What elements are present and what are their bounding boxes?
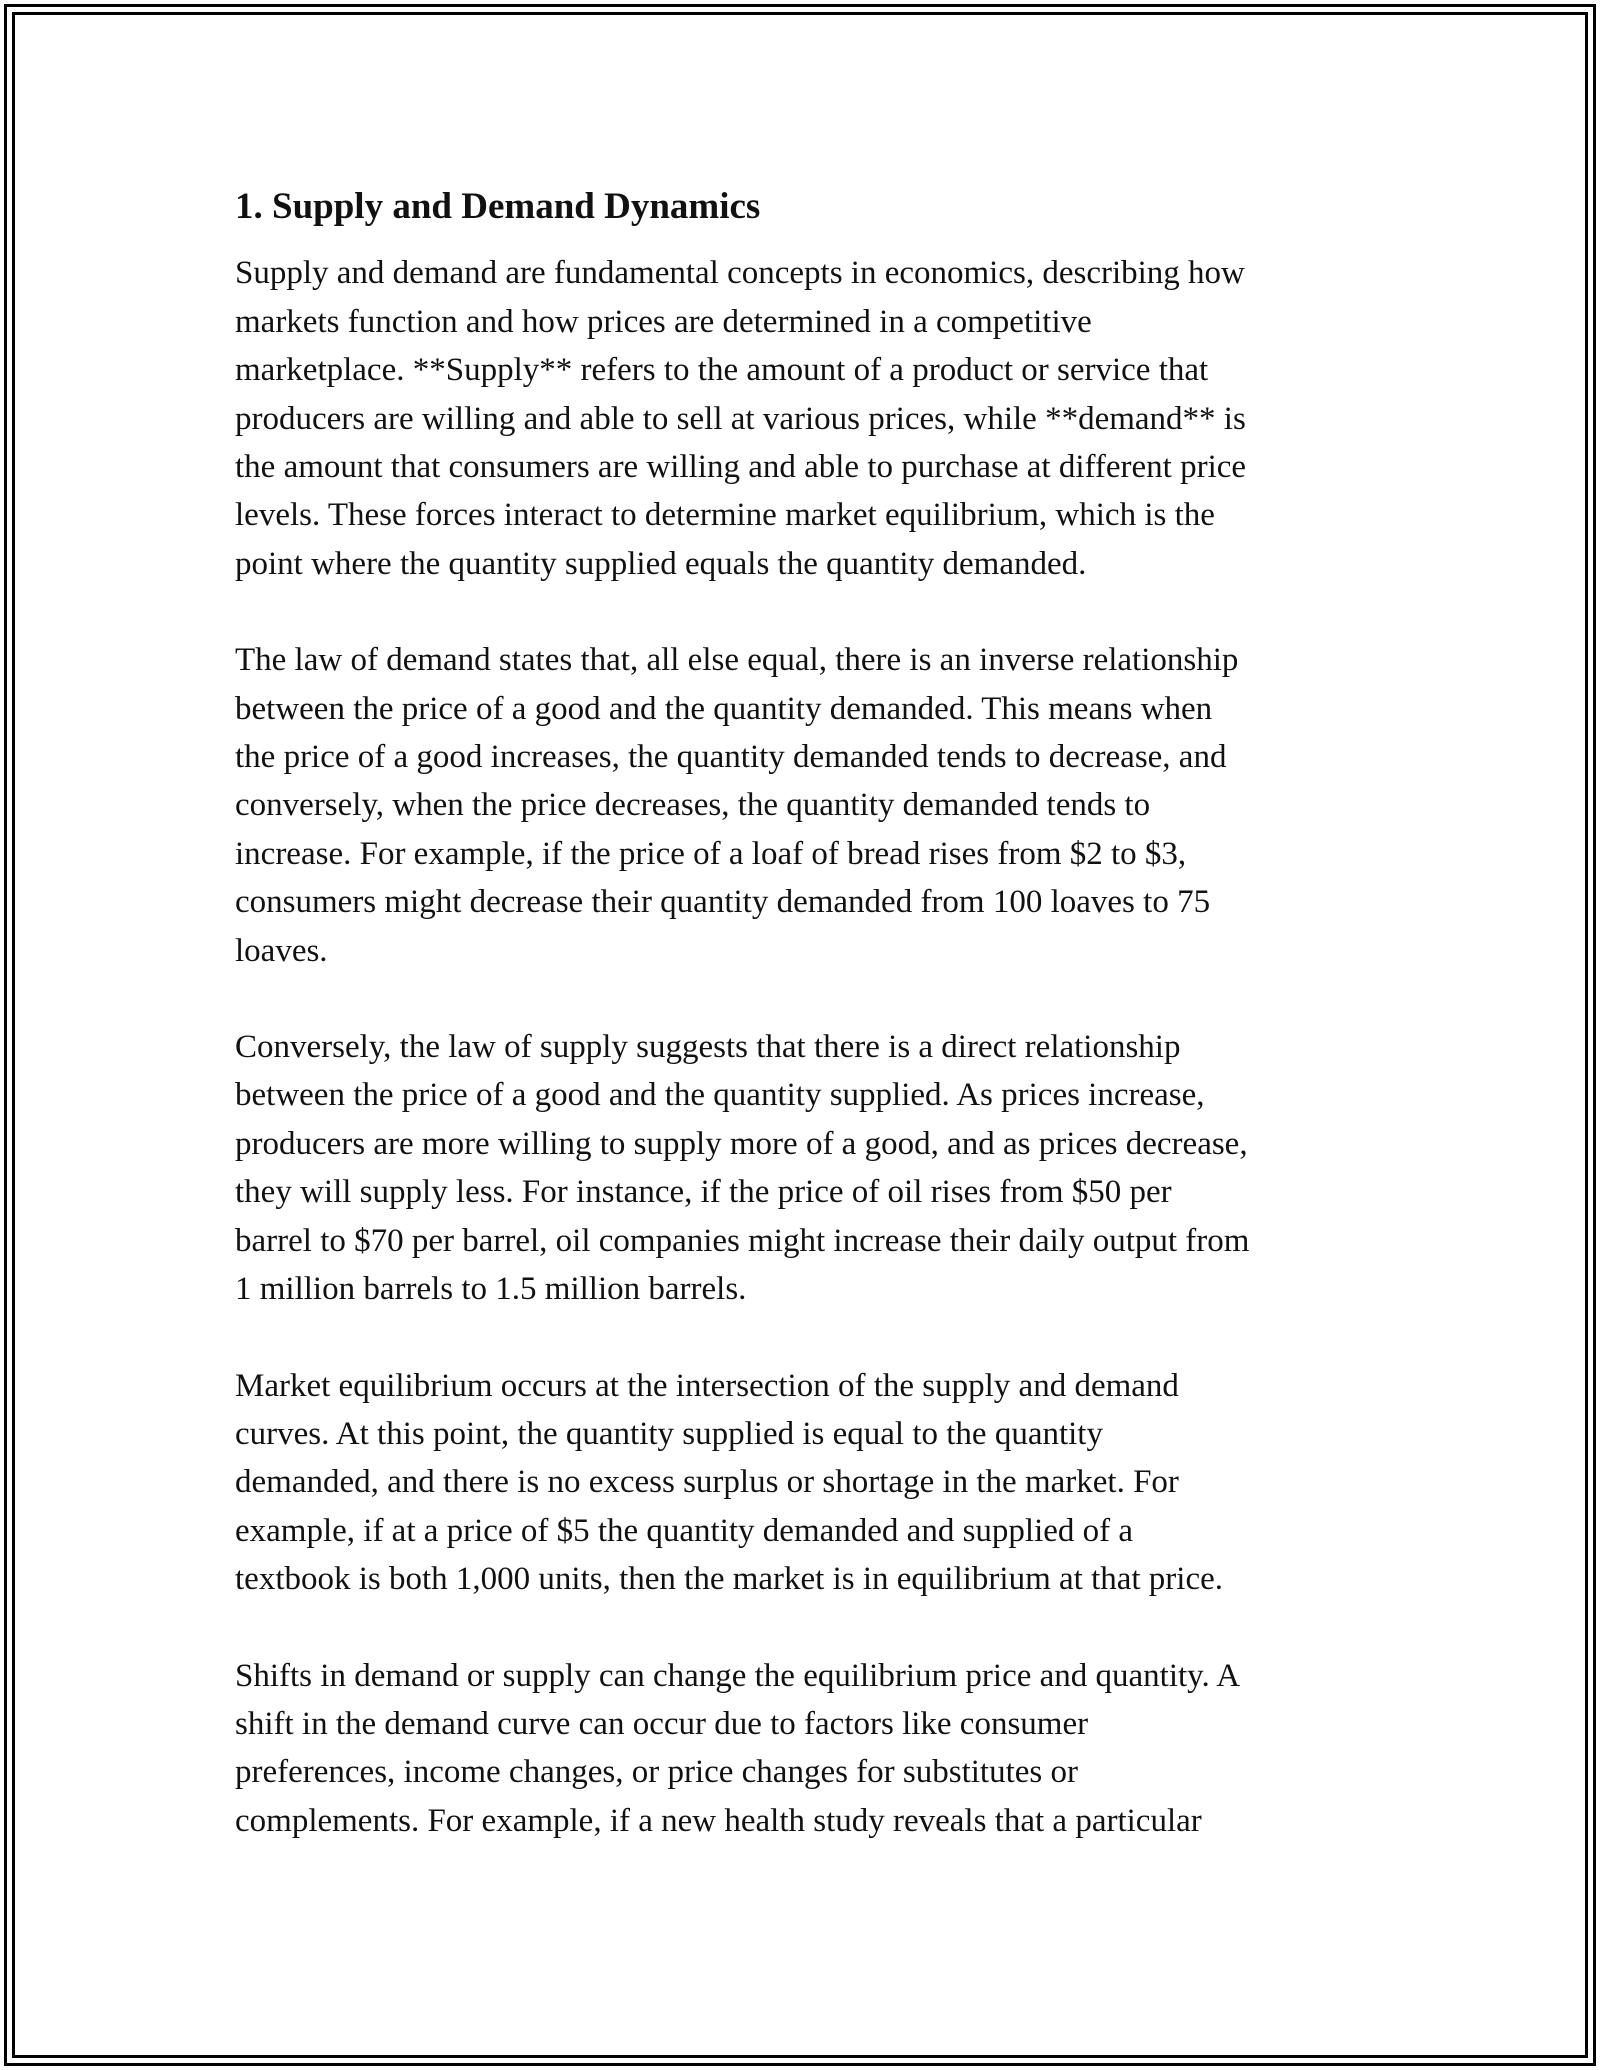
text-line: producers are more willing to supply more of a good, and as prices decrease, [235, 1125, 1248, 1162]
text-line: between the price of a good and the quantity supplied. As prices increase, [235, 1077, 1205, 1114]
text-line: demanded, and there is no excess surplus or shortage in the market. For [235, 1464, 1179, 1501]
text-line: Market equilibrium occurs at the intersection of the supply and demand [235, 1367, 1179, 1404]
document-body [235, 185, 1375, 1893]
text-line: point where the quantity supplied equals the quantity demanded. [235, 545, 1087, 582]
text-line: 1 million barrels to 1.5 million barrels. [235, 1271, 747, 1308]
text-line: The law of demand states that, all else equal, there is an inverse relationship [235, 642, 1239, 679]
text-line: Supply and demand are fundamental concepts in economics, describing how [235, 255, 1245, 292]
text-line: producers are willing and able to sell at various prices, while **demand** is [235, 400, 1246, 437]
text-line: markets function and how prices are determined in a competitive [235, 303, 1092, 340]
text-line: between the price of a good and the quantity demanded. This means when [235, 690, 1213, 727]
text-line: marketplace. **Supply** refers to the amount of a product or service that [235, 352, 1209, 389]
paragraph-market-equilibrium [235, 1362, 1375, 1604]
paragraph-law-of-demand [235, 636, 1375, 975]
text-line: Shifts in demand or supply can change the equilibrium price and quantity. A [235, 1657, 1241, 1694]
text-line: example, if at a price of $5 the quantity demanded and supplied of a [235, 1512, 1134, 1549]
section-heading: 1. Supply and Demand Dynamics [235, 186, 761, 227]
text-line: conversely, when the price decreases, the quantity demanded tends to [235, 787, 1151, 824]
paragraph-shifts [235, 1652, 1375, 1846]
text-line: the price of a good increases, the quantity demanded tends to decrease, and [235, 739, 1227, 776]
text-line: barrel to $70 per barrel, oil companies might increase their daily output from [235, 1222, 1250, 1259]
text-line: curves. At this point, the quantity supplied is equal to the quantity [235, 1415, 1103, 1452]
text-line: loaves. [235, 932, 328, 969]
text-line: levels. These forces interact to determine market equilibrium, which is the [235, 497, 1215, 534]
text-line: textbook is both 1,000 units, then the market is in equilibrium at that price. [235, 1561, 1224, 1598]
text-line: the amount that consumers are willing and able to purchase at different price [235, 449, 1247, 486]
text-line: complements. For example, if a new health study reveals that a particular [235, 1802, 1202, 1839]
text-line: shift in the demand curve can occur due to factors like consumer [235, 1705, 1089, 1742]
paragraph-supply-demand-intro [235, 249, 1375, 588]
text-line: increase. For example, if the price of a loaf of bread rises from $2 to $3, [235, 835, 1187, 872]
paragraph-law-of-supply [235, 1023, 1375, 1313]
text-line: consumers might decrease their quantity demanded from 100 loaves to 75 [235, 884, 1211, 921]
text-line: preferences, income changes, or price changes for substitutes or [235, 1754, 1078, 1791]
text-line: Conversely, the law of supply suggests that there is a direct relationship [235, 1029, 1181, 1066]
text-line: they will supply less. For instance, if the price of oil rises from $50 per [235, 1174, 1172, 1211]
